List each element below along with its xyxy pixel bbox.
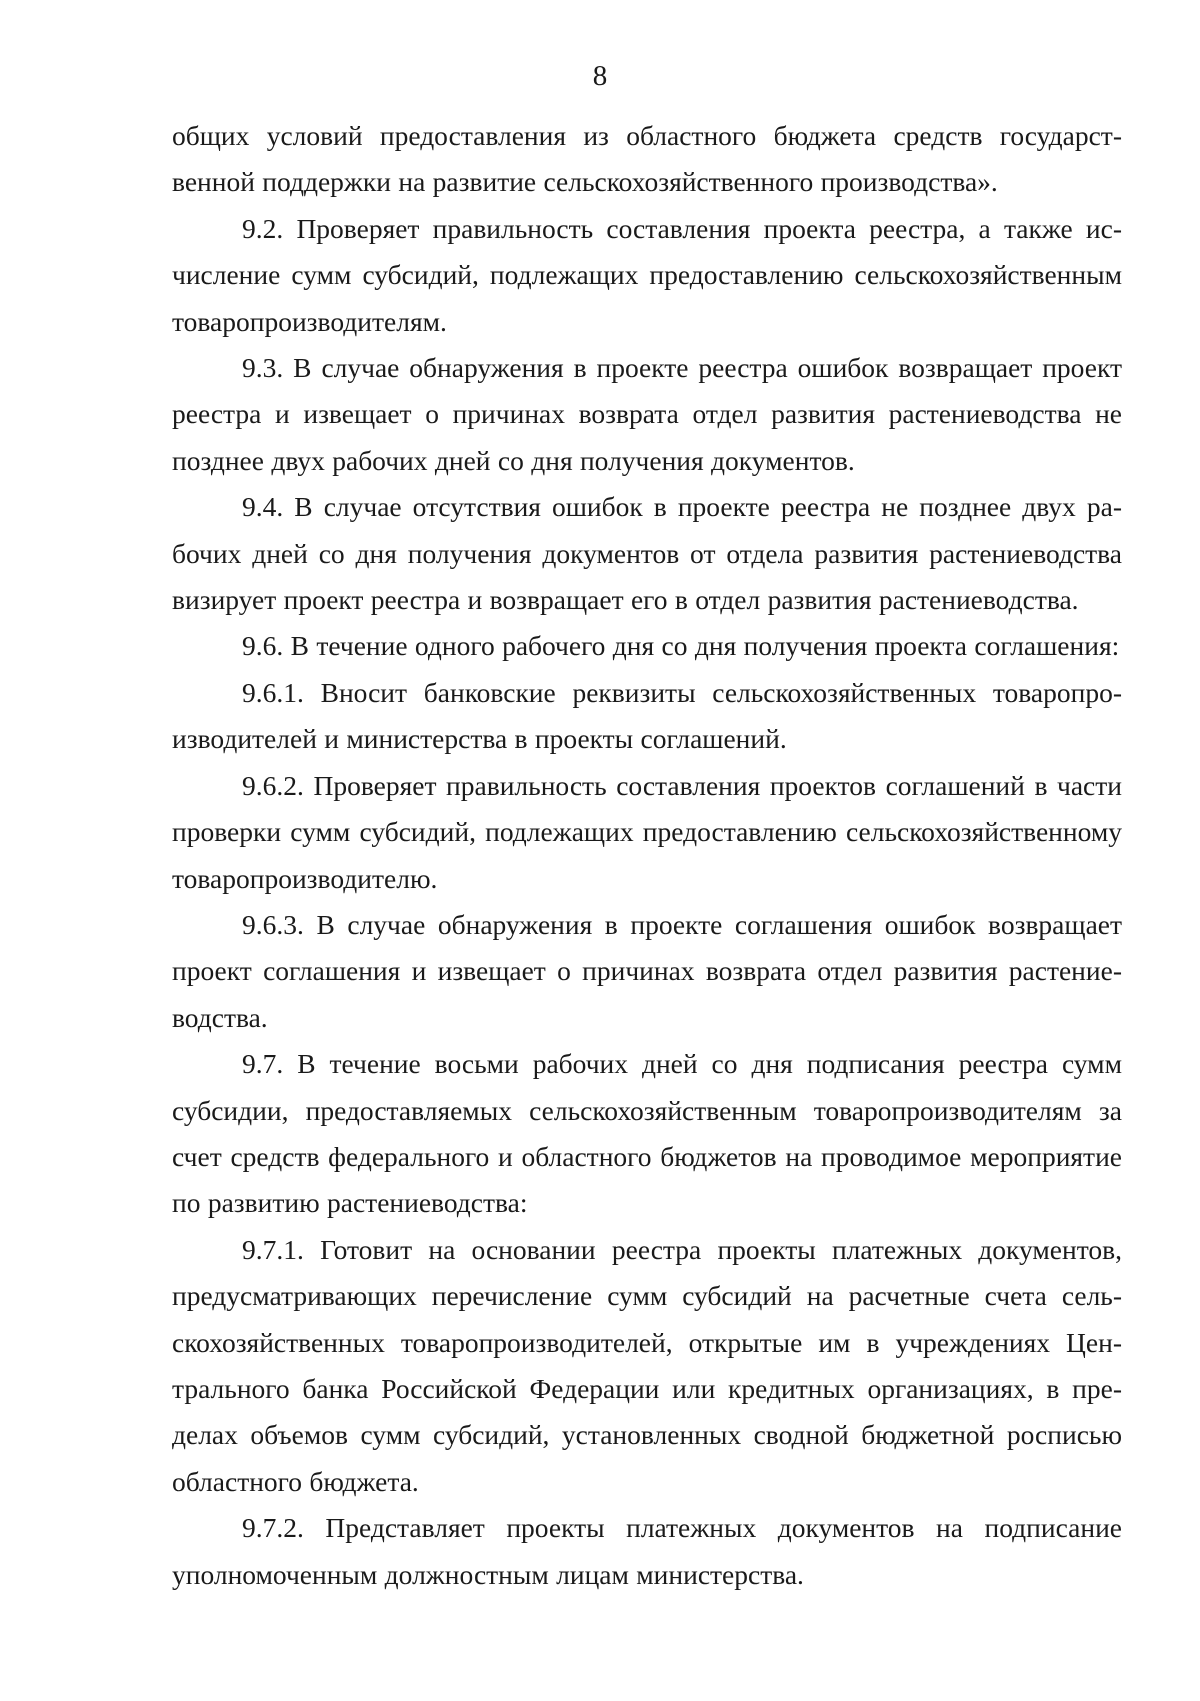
- paragraph-9-7: 9.7. В течение восьми рабочих дней со дня подписания реестра сумм субсидии, предоставляемых сельскохозяйственным товаропроизводителям за счет средств федерального и областного бюджетов на проводимое мероприятие по развитию растениеводства:: [172, 1048, 1122, 1219]
- paragraph-9-2: 9.2. Проверяет правильность составления проекта реестра, а также исчисление сумм субсидий, подлежащих предоставлению сельскохозяйственным товаропроизводителям.: [172, 212, 1122, 337]
- paragraph-9-3: 9.3. В случае обнаружения в проекте реестра ошибок возвращает проект реестра и извещает о причинах возврата отдел развития растениеводства не позднее двух рабочих дней со дня получения документов.: [172, 352, 1122, 476]
- paragraph-9-6-3: 9.6.3. В случае обнаружения в проекте соглашения ошибок возвращает проект соглашения и извещает о причинах возврата отдел развития растениеводства.: [172, 908, 1122, 1033]
- paragraph-9-6-1: 9.6.1. Вносит банковские реквизиты сельскохозяйственных товаропроизводителей и министерства в проекты соглашений.: [172, 676, 1122, 755]
- page-number: 8: [592, 60, 608, 92]
- paragraph-intro-continued: общих условий предоставления из областного бюджета средств государственной поддержки на развитие сельскохозяйственного производства».: [172, 120, 1122, 198]
- paragraph-9-7-2: 9.7.2. Представляет проекты платежных документов на подписание уполномоченным должностным лицам министерства.: [172, 1512, 1122, 1590]
- paragraph-9-6: 9.6. В течение одного рабочего дня со дня получения проекта соглашения:: [242, 630, 1120, 662]
- document-body: [172, 113, 1122, 1598]
- paragraph-9-6-2: 9.6.2. Проверяет правильность составления проектов соглашений в части проверки сумм субсидий, подлежащих предоставлению сельскохозяйственному товаропроизводителю.: [172, 769, 1122, 894]
- paragraph-9-4: 9.4. В случае отсутствия ошибок в проекте реестра не позднее двух рабочих дней со дня получения документов от отдела развития растениеводства визирует проект реестра и возвращает его в отдел развития растениеводства.: [172, 491, 1122, 616]
- paragraph-9-7-1: 9.7.1. Готовит на основании реестра проекты платежных документов, предусматривающих перечисление сумм субсидий на расчетные счета сельскохозяйственных товаропроизводителей, открытые им в учреждениях Центрального банка Российской Федерации или кредитных организациях, в пределах объемов сумм субсидий, установленных сводной бюджетной росписью областного бюджета.: [172, 1233, 1122, 1497]
